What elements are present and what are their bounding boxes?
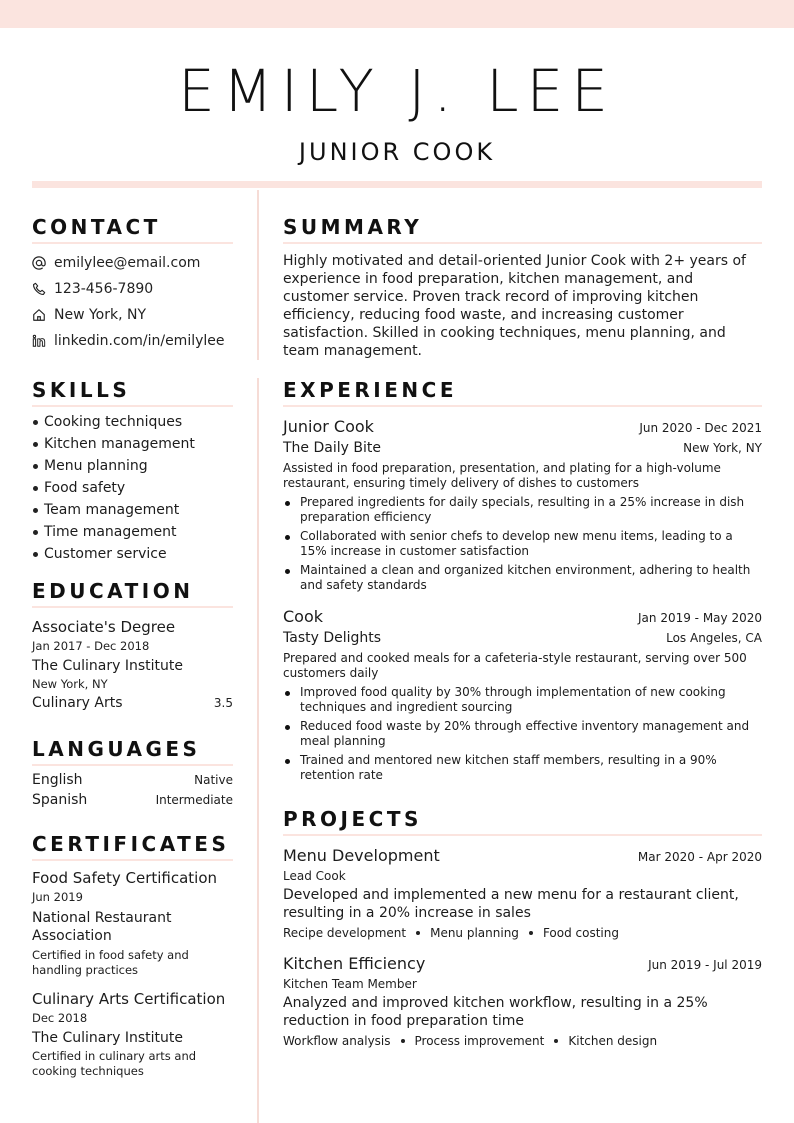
project-tag: Kitchen design — [568, 1034, 658, 1048]
education-dates: Jan 2017 - Dec 2018 — [32, 639, 150, 653]
project-name: Kitchen Efficiency — [283, 954, 426, 973]
certificate-item — [32, 869, 233, 978]
project-tag: Food costing — [542, 926, 619, 940]
experience-dates: Jan 2019 - May 2020 — [638, 611, 762, 625]
experience-role: Junior Cook — [283, 417, 374, 436]
contact-text: 123-456-7890 — [54, 280, 154, 297]
skill-item: Customer service — [32, 545, 233, 563]
experience-location: Los Angeles, CA — [666, 631, 762, 645]
project-dates: Mar 2020 - Apr 2020 — [637, 850, 762, 864]
experience-desc: Assisted in food preparation, presentation, and plating for a high-volume restaurant, ensuring timely delivery of dishes to customers — [283, 461, 721, 490]
contact-text: New York, NY — [54, 306, 147, 323]
bullet-icon — [285, 725, 290, 730]
experience-section — [283, 379, 762, 787]
experience-header — [283, 607, 762, 626]
education-location: New York, NY — [32, 677, 108, 691]
bullet-icon — [554, 1039, 558, 1043]
candidate-role: JUNIOR COOK — [298, 138, 496, 166]
section-title: EDUCATION — [32, 580, 233, 608]
language-item — [32, 772, 233, 788]
project-tag: Menu planning — [430, 926, 519, 940]
experience-company: The Daily Bite — [283, 440, 381, 456]
project-name: Menu Development — [283, 846, 440, 865]
top-accent-band — [0, 0, 794, 28]
bullet-icon — [33, 530, 38, 535]
skill-item: Team management — [32, 501, 233, 519]
summary-section — [283, 216, 762, 360]
education-degree: Associate's Degree — [32, 618, 176, 636]
bullet-icon — [529, 931, 533, 935]
education-school: The Culinary Institute — [32, 658, 183, 674]
bullet-icon — [285, 535, 290, 540]
project-item — [283, 954, 762, 1048]
project-desc: Developed and implemented a new menu for a restaurant client, resulting in a 20% increase in sales — [283, 887, 739, 921]
section-title: PROJECTS — [283, 808, 762, 836]
bullet-item: Collaborated with senior chefs to develop new menu items, leading to a 15% increase in customer satisfaction — [283, 529, 762, 559]
skill-item: Cooking techniques — [32, 413, 233, 431]
experience-bullets — [283, 495, 762, 593]
contact-location — [32, 306, 233, 323]
section-title: CERTIFICATES — [32, 833, 233, 861]
bullet-icon — [285, 501, 290, 506]
section-title: LANGUAGES — [32, 738, 233, 766]
bullet-icon — [33, 420, 38, 425]
certificate-name: Culinary Arts Certification — [32, 990, 226, 1008]
bullet-item: Prepared ingredients for daily specials, resulting in a 25% increase in dish preparation efficiency — [283, 495, 762, 525]
bullet-icon — [33, 464, 38, 469]
certificate-date: Jun 2019 — [32, 890, 83, 904]
section-title: SUMMARY — [283, 216, 762, 244]
project-tag: Workflow analysis — [283, 1034, 391, 1048]
skill-item: Food safety — [32, 479, 233, 497]
contact-section — [32, 216, 233, 349]
contact-linkedin[interactable] — [32, 332, 233, 349]
at-icon — [32, 256, 46, 270]
skills-section — [32, 379, 233, 563]
experience-location: New York, NY — [683, 441, 762, 455]
languages-section — [32, 738, 233, 808]
bullet-icon — [33, 552, 38, 557]
experience-item — [283, 607, 762, 783]
section-title: SKILLS — [32, 379, 233, 407]
bullet-item: Trained and mentored new kitchen staff members, resulting in a 90% retention rate — [283, 753, 762, 783]
certificate-desc: Certified in food safety and handling practices — [32, 948, 189, 977]
language-level: Intermediate — [155, 793, 233, 807]
project-desc: Analyzed and improved kitchen workflow, resulting in a 25% reduction in food preparation time — [283, 995, 708, 1029]
experience-desc: Prepared and cooked meals for a cafeteria-style restaurant, serving over 500 customers daily — [283, 651, 747, 680]
phone-icon — [32, 282, 46, 296]
bullet-icon — [33, 508, 38, 513]
project-tag: Process improvement — [414, 1034, 545, 1048]
bullet-icon — [285, 569, 290, 574]
project-header — [283, 846, 762, 865]
language-item — [32, 792, 233, 808]
certificate-date: Dec 2018 — [32, 1011, 88, 1025]
column-divider — [257, 190, 259, 360]
education-gpa: 3.5 — [213, 696, 233, 710]
project-tags — [283, 926, 762, 940]
projects-section — [283, 808, 762, 1048]
language-name: Spanish — [32, 792, 88, 808]
contact-phone[interactable] — [32, 280, 233, 297]
section-title: EXPERIENCE — [283, 379, 762, 407]
contact-email[interactable] — [32, 254, 233, 271]
bullet-icon — [416, 931, 420, 935]
project-header — [283, 954, 762, 973]
section-title: CONTACT — [32, 216, 233, 244]
language-level: Native — [194, 773, 233, 787]
column-divider — [257, 378, 259, 1123]
experience-header — [283, 417, 762, 436]
experience-company-row — [283, 630, 762, 646]
header-divider — [32, 181, 762, 188]
bullet-icon — [33, 442, 38, 447]
education-section — [32, 580, 233, 711]
education-field-row — [32, 695, 233, 711]
certificate-desc: Certified in culinary arts and cooking techniques — [32, 1049, 197, 1078]
bullet-icon — [401, 1039, 405, 1043]
language-name: English — [32, 772, 83, 788]
bullet-item: Maintained a clean and organized kitchen environment, adhering to health and safety standards — [283, 563, 762, 593]
project-dates: Jun 2019 - Jul 2019 — [648, 958, 762, 972]
certificates-section — [32, 833, 233, 1079]
home-icon — [32, 308, 46, 322]
experience-dates: Jun 2020 - Dec 2021 — [639, 421, 762, 435]
experience-bullets — [283, 685, 762, 783]
bullet-item: Improved food quality by 30% through implementation of new cooking techniques and ingredient sourcing — [283, 685, 762, 715]
linkedin-icon — [32, 334, 46, 348]
contact-text: linkedin.com/in/emilylee — [54, 332, 225, 349]
experience-company: Tasty Delights — [283, 630, 382, 646]
bullet-icon — [285, 759, 290, 764]
project-tag: Recipe development — [283, 926, 407, 940]
project-item — [283, 846, 762, 940]
bullet-icon — [285, 691, 290, 696]
certificate-issuer: The Culinary Institute — [32, 1030, 183, 1046]
experience-role: Cook — [283, 607, 324, 626]
skill-item: Time management — [32, 523, 233, 541]
project-role: Lead Cook — [283, 869, 346, 883]
project-role: Kitchen Team Member — [283, 977, 417, 991]
project-tags — [283, 1034, 762, 1048]
skill-item: Menu planning — [32, 457, 233, 475]
certificate-issuer: National Restaurant Association — [32, 910, 172, 944]
contact-text: emilylee@email.com — [54, 254, 201, 271]
bullet-icon — [33, 486, 38, 491]
certificate-item — [32, 990, 233, 1079]
candidate-name: EMILY J. LEE — [178, 57, 616, 125]
experience-company-row — [283, 440, 762, 456]
bullet-item: Reduced food waste by 20% through effective inventory management and meal planning — [283, 719, 762, 749]
certificate-name: Food Safety Certification — [32, 869, 218, 887]
summary-text: Highly motivated and detail-oriented Junior Cook with 2+ years of experience in food preparation, kitchen management, and customer service. Proven track record of improving kitchen efficiency, reducing food waste, and increasing customer satisfaction. Skilled in cooking techniques, menu planning, and team management. — [283, 253, 746, 359]
education-field: Culinary Arts — [32, 695, 123, 711]
experience-item — [283, 417, 762, 593]
skill-item: Kitchen management — [32, 435, 233, 453]
